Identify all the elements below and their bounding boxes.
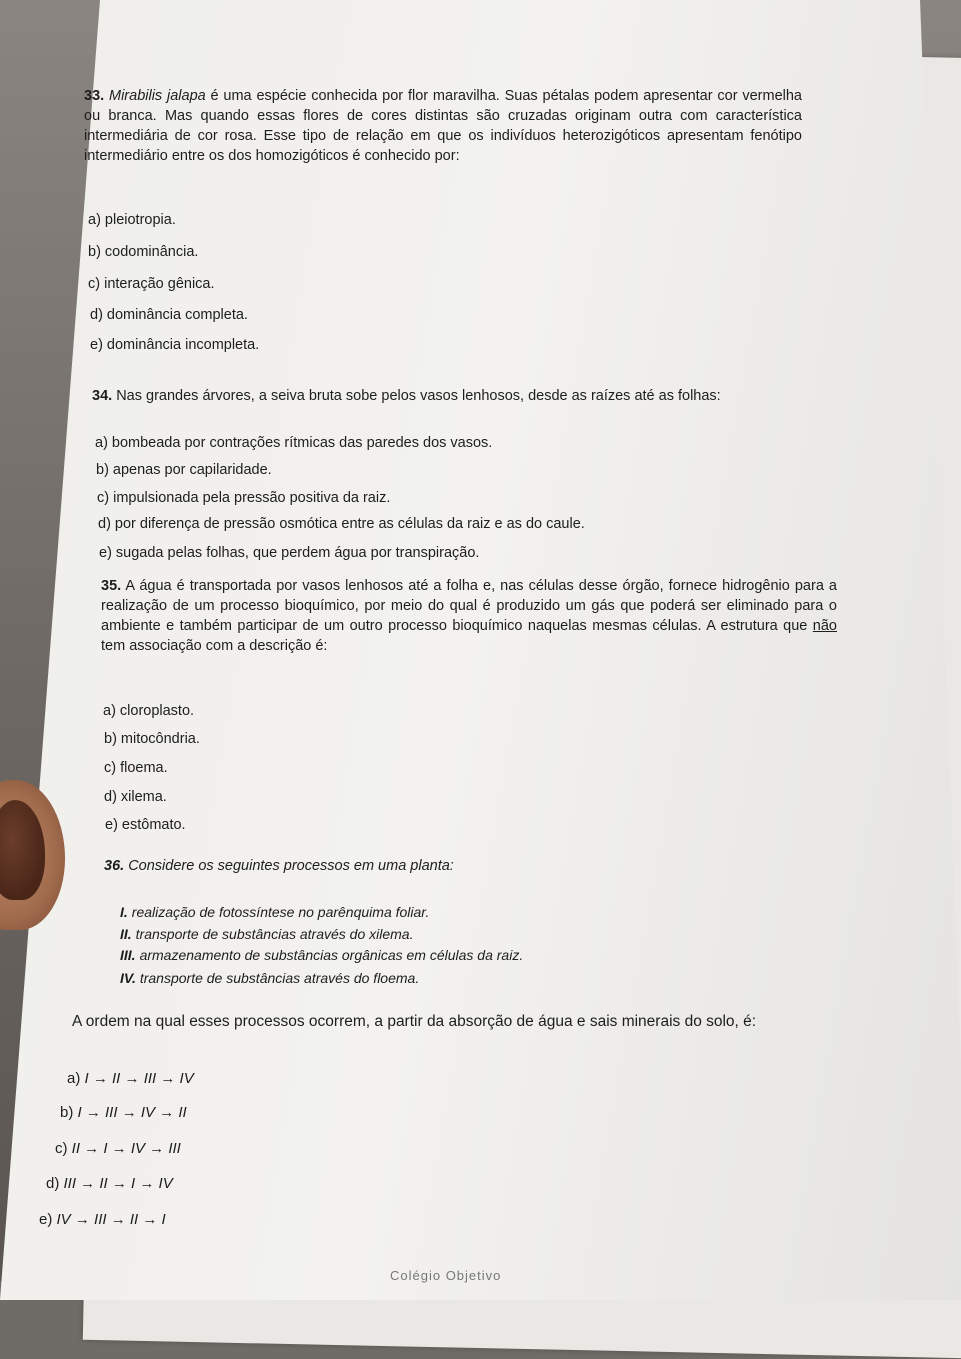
option-sequence: II → I → IV → III — [71, 1140, 181, 1157]
option-letter: d) — [90, 307, 103, 323]
item-text: realização de fotossíntese no parênquima foliar. — [131, 904, 430, 920]
option-letter: c) — [104, 760, 117, 776]
option-letter: c) — [97, 490, 110, 506]
option-text: floema. — [120, 760, 168, 776]
q34-option-d[interactable] — [98, 515, 585, 533]
option-text: xilema. — [120, 789, 167, 805]
option-text: pleiotropia. — [104, 212, 176, 228]
q35-stem-underlined: não — [812, 618, 837, 634]
option-text: estômato. — [121, 817, 186, 833]
q35-option-b[interactable] — [104, 730, 200, 748]
q35-number: 35. — [101, 578, 122, 594]
q35-stem-text: A água é transportada por vasos lenhosos até a folha e, nas células desse órgão, fornece hidrogênio para a realização de um processo bioquímico, por meio do qual é produzido um gás que poderá ser eliminado para o ambiente e também participar de um outro processo bioquímico naquelas mesmas células. A estrutura que — [101, 578, 837, 634]
item-text: transporte de substâncias através do xilema. — [135, 926, 414, 942]
q33-species-name: Mirabilis jalapa — [109, 88, 206, 104]
option-letter: b) — [104, 731, 117, 747]
footer-school-name: Colégio Objetivo — [390, 1268, 502, 1283]
q34-option-e[interactable] — [99, 544, 479, 562]
q34-option-c[interactable] — [97, 489, 390, 507]
q33-option-b[interactable] — [88, 243, 198, 261]
q35-option-d[interactable] — [104, 788, 167, 806]
option-letter: a) — [95, 435, 108, 451]
q34-stem-text: Nas grandes árvores, a seiva bruta sobe pelos vasos lenhosos, desde as raízes até as folhas: — [116, 388, 721, 404]
q35-option-a[interactable] — [103, 702, 194, 720]
option-letter: e) — [90, 337, 103, 353]
q36-number: 36. — [104, 858, 125, 874]
option-text: interação gênica. — [104, 276, 215, 292]
option-text: impulsionada pela pressão positiva da raiz. — [113, 490, 391, 506]
q35-option-e[interactable] — [105, 816, 186, 834]
q36-item-IV — [120, 969, 419, 987]
option-letter: a) — [103, 703, 116, 719]
option-sequence: I → II → III → IV — [84, 1070, 194, 1087]
item-text: transporte de substâncias através do floema. — [139, 970, 420, 986]
q33-option-e[interactable] — [90, 336, 259, 354]
q34-option-b[interactable] — [96, 461, 272, 479]
q36-option-c[interactable] — [55, 1140, 181, 1158]
q33-number: 33. — [84, 88, 105, 104]
q36-item-III — [120, 946, 523, 964]
option-letter: d) — [104, 789, 117, 805]
option-text: cloroplasto. — [119, 703, 195, 719]
option-text: apenas por capilaridade. — [112, 462, 272, 478]
option-letter: b) — [60, 1104, 74, 1121]
q36-question — [72, 1012, 802, 1032]
option-letter: c) — [88, 276, 101, 292]
q36-stem-text: Considere os seguintes processos em uma planta: — [128, 858, 454, 874]
q36-item-II — [120, 925, 413, 943]
option-letter: b) — [88, 244, 101, 260]
q33-stem-text: é uma espécie conhecida por flor maravilha. Suas pétalas podem apresentar cor vermelha ou branca. Mas quando essas flores de cores distintas são cruzadas originam outra com característica intermediária de cor rosa. Esse tipo de relação em que os indivíduos heterozigóticos apresentam fenótipo intermediário entre os dos homozigóticos é conhecido por: — [84, 88, 802, 164]
option-letter: d) — [98, 516, 111, 532]
option-letter: c) — [55, 1140, 68, 1157]
item-text: armazenamento de substâncias orgânicas em células da raiz. — [139, 947, 524, 963]
option-letter: e) — [39, 1211, 53, 1228]
q34-number: 34. — [92, 388, 113, 404]
q36-option-e[interactable] — [39, 1211, 166, 1229]
option-text: dominância incompleta. — [106, 337, 260, 353]
q33-option-c[interactable] — [88, 275, 215, 293]
item-roman: II. — [120, 926, 132, 942]
option-letter: b) — [96, 462, 109, 478]
q33-option-a[interactable] — [88, 211, 176, 229]
option-text: bombeada por contrações rítmicas das paredes dos vasos. — [111, 435, 493, 451]
q33-stem — [84, 86, 802, 166]
q36-stem — [104, 856, 804, 876]
q36-question-text: A ordem na qual esses processos ocorrem, a partir da absorção de água e sais minerais do solo, é: — [72, 1013, 757, 1030]
q36-item-I — [120, 903, 429, 921]
q36-option-a[interactable] — [67, 1070, 194, 1088]
option-sequence: I → III → IV → II — [77, 1104, 187, 1121]
q34-option-a[interactable] — [95, 434, 492, 452]
q36-option-d[interactable] — [46, 1175, 173, 1193]
item-roman: III. — [120, 947, 136, 963]
item-roman: I. — [120, 904, 128, 920]
option-letter: d) — [46, 1175, 60, 1192]
q35-stem-end: tem associação com a descrição é: — [101, 638, 328, 654]
option-text: sugada pelas folhas, que perdem água por transpiração. — [115, 545, 480, 561]
option-letter: a) — [67, 1070, 81, 1087]
q33-option-d[interactable] — [90, 306, 248, 324]
q36-option-b[interactable] — [60, 1104, 187, 1122]
option-text: codominância. — [104, 244, 199, 260]
option-letter: e) — [99, 545, 112, 561]
option-sequence: IV → III → II → I — [56, 1211, 166, 1228]
q35-option-c[interactable] — [104, 759, 168, 777]
item-roman: IV. — [120, 970, 136, 986]
q35-stem — [101, 576, 837, 656]
option-text: dominância completa. — [106, 307, 248, 323]
option-letter: e) — [105, 817, 118, 833]
option-text: mitocôndria. — [120, 731, 200, 747]
option-letter: a) — [88, 212, 101, 228]
option-text: por diferença de pressão osmótica entre as células da raiz e as do caule. — [114, 516, 585, 532]
q34-stem — [92, 386, 782, 406]
option-sequence: III → II → I → IV — [63, 1175, 173, 1192]
